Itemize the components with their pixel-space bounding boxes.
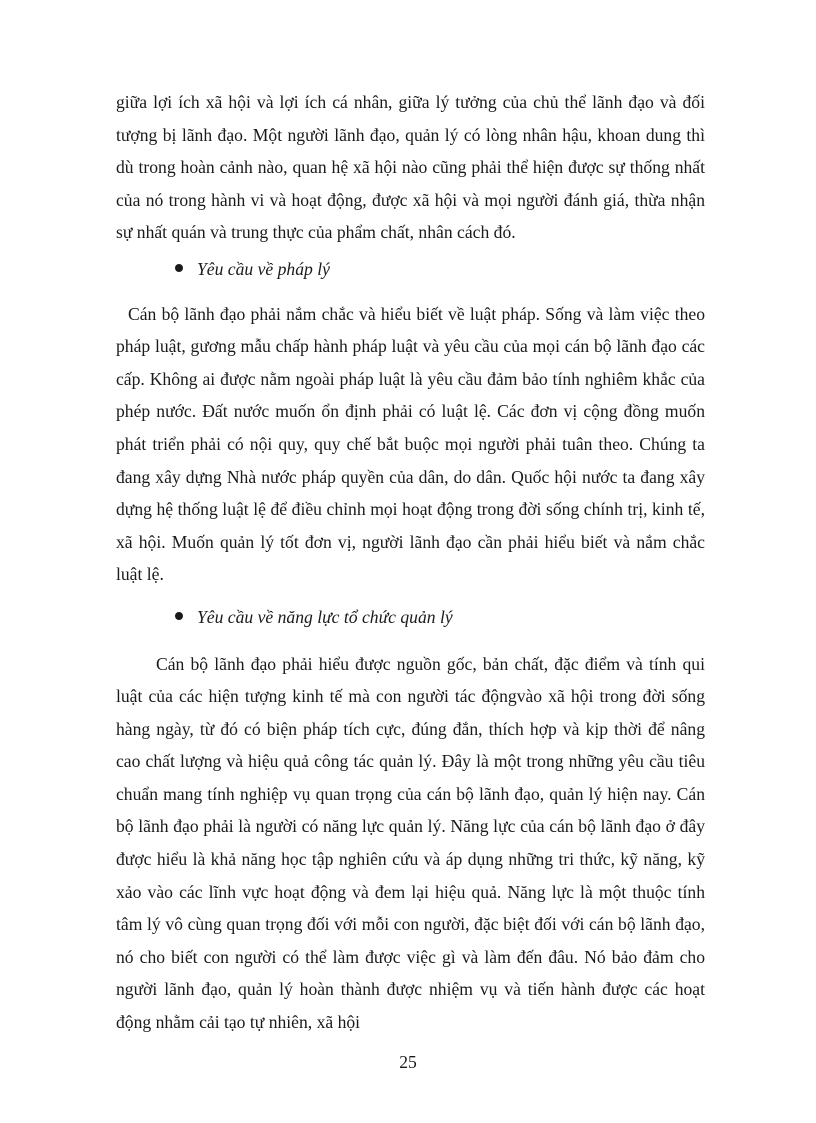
paragraph-continuation: giữa lợi ích xã hội và lợi ích cá nhân, giữa lý tưởng của chủ thể lãnh đạo và đối tượng bị lãnh đạo. Một người lãnh đạo, quản lý có lòng nhân hậu, khoan dung thì dù trong hoàn cảnh nào, quan hệ xã hội nào cũng phải thể hiện được sự thống nhất của nó trong hành vi và hoạt động, được xã hội và mọi người đánh giá, thừa nhận sự nhất quán và trung thực của phẩm chất, nhân cách đó. (116, 92, 705, 243)
spacer (116, 634, 705, 648)
section-heading-legal (116, 253, 705, 286)
document-body (116, 86, 705, 1039)
bullet-icon (175, 612, 183, 620)
section-heading-legal-text: Yêu cầu về pháp lý (197, 258, 330, 279)
page-number: 25 (399, 1052, 417, 1072)
bullet-icon (175, 264, 183, 272)
spacer (116, 591, 705, 601)
section-heading-management-text: Yêu cầu về năng lực tổ chức quản lý (197, 606, 453, 627)
paragraph-management: Cán bộ lãnh đạo phải hiểu được nguồn gốc, bản chất, đặc điểm và tính qui luật của các hiện tượng kinh tế mà con người tác độngvào xã hội trong đời sống hàng ngày, từ đó có biện pháp tích cực, đúng đắn, thích hợp và kịp thời để nâng cao chất lượng và hiệu quả công tác quản lý. Đây là một trong những yêu cầu tiêu chuẩn mang tính nghiệp vụ quan trọng của cán bộ lãnh đạo, quản lý hiện nay. Cán bộ lãnh đạo phải là người có năng lực quản lý. Năng lực của cán bộ lãnh đạo ở đây được hiểu là khả năng học tập nghiên cứu và áp dụng những tri thức, kỹ năng, kỹ xảo vào các lĩnh vực hoạt động và đem lại hiệu quả. Năng lực là một thuộc tính tâm lý vô cùng quan trọng đối với mỗi con người, đặc biệt đối với cán bộ lãnh đạo, nó cho biết con người có thể làm được việc gì và làm đến đâu. Nó bảo đảm cho người lãnh đạo, quản lý hoàn thành được nhiệm vụ và tiến hành được các hoạt động nhằm cải tạo tự nhiên, xã hội (116, 653, 705, 1033)
section-heading-management (116, 601, 705, 634)
paragraph-legal: Cán bộ lãnh đạo phải nắm chắc và hiểu biết về luật pháp. Sống và làm việc theo pháp luật, gương mẫu chấp hành pháp luật và yêu cầu của mọi cán bộ lãnh đạo các cấp. Không ai được nằm ngoài pháp luật là yêu cầu đảm bảo tính nghiêm khắc của phép nước. Đất nước muốn ổn định phải có luật lệ. Các đơn vị cộng đồng muốn phát triển phải có nội quy, quy chế bắt buộc mọi người phải tuân theo. Chúng ta đang xây dựng Nhà nước pháp quyền của dân, do dân. Quốc hội nước ta đang xây dựng hệ thống luật lệ để điều chỉnh mọi hoạt động trong đời sống chính trị, kinh tế, xã hội. Muốn quản lý tốt đơn vị, người lãnh đạo cần phải hiểu biết và nắm chắc luật lệ. (116, 303, 705, 585)
spacer (116, 286, 705, 298)
